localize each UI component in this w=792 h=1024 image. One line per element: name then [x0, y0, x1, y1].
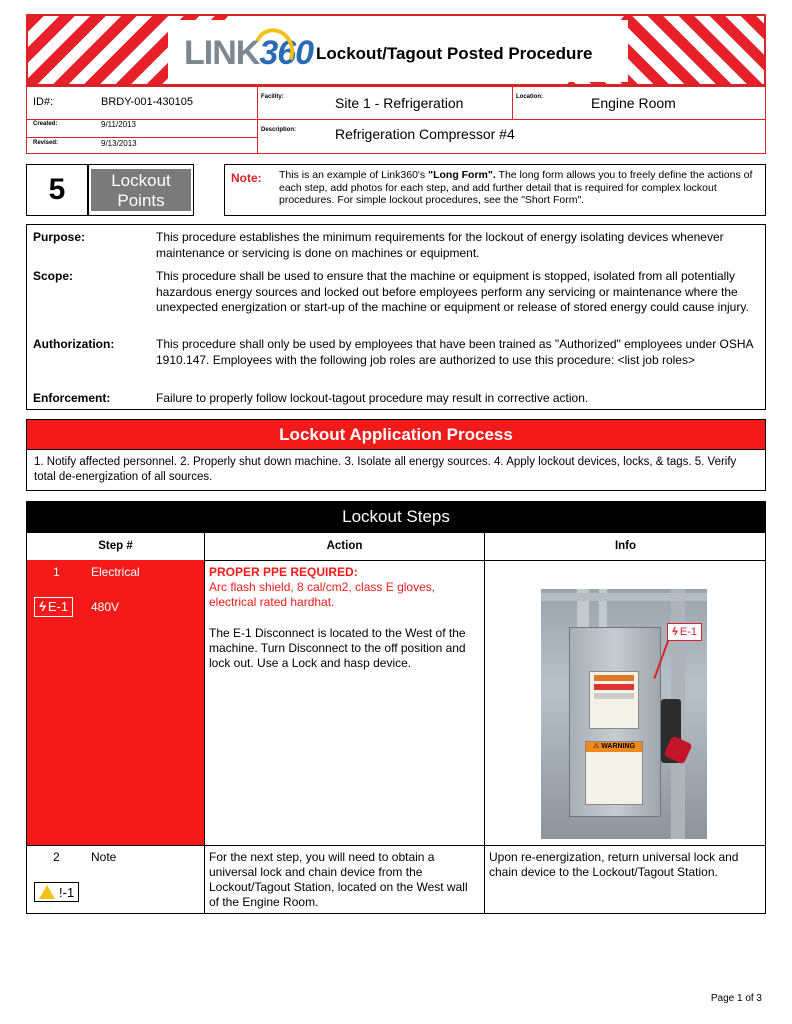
- purpose-label: Purpose:: [33, 230, 86, 244]
- application-process-text: 1. Notify affected personnel. 2. Properly shut down machine. 3. Isolate all energy sources. 4. Apply lockout devices, locks, & tags. 5. Verify total de-energization of all sources.: [26, 450, 766, 491]
- revised-value: 9/13/2013: [101, 139, 137, 148]
- step-1-tag: ϟ E-1: [34, 597, 73, 617]
- step-1-voltage: 480V: [91, 600, 120, 614]
- lockout-points-label: Lockout Points: [91, 169, 191, 211]
- step-1-ppe-text: Arc flash shield, 8 cal/cm2, class E gloves, electrical rated hardhat.: [209, 580, 436, 609]
- id-value: BRDY-001-430105: [101, 96, 193, 108]
- col-step: Step #: [98, 540, 133, 552]
- policy-section: [26, 224, 766, 410]
- description-value: Refrigeration Compressor #4: [335, 126, 515, 142]
- created-value: 9/11/2013: [101, 120, 136, 129]
- step-1-type: Electrical: [91, 565, 140, 579]
- lockout-steps-title: Lockout Steps: [26, 501, 766, 533]
- procedure-info: [26, 86, 766, 154]
- photo-e1-tag: ϟ E-1: [667, 623, 702, 641]
- lockout-steps-table: [26, 533, 766, 914]
- warning-triangle-icon: [39, 885, 55, 899]
- note-text: This is an example of Link360's "Long Form". The long form allows you to freely define the actions of each step, add photos for each step, and add further detail that is required for complex lockout procedures. For simple lockout procedures, see the "Short Form".: [279, 169, 753, 206]
- lightning-bolt-icon: ϟ: [672, 626, 678, 638]
- warning-label: ⚠ WARNING: [585, 741, 643, 805]
- step-1-ppe-title: PROPER PPE REQUIRED:: [209, 565, 358, 579]
- page-number: Page 1 of 3: [710, 993, 762, 1004]
- scope-text: This procedure shall be used to ensure that the machine or equipment is stopped, isolated from all potentially hazardous energy sources and locked out before employees perform any servicing or maintenance where the unexpected energization or start-up of the machine or equipment or release of stored energy could cause injury.: [156, 269, 749, 314]
- step-2-number: 2: [53, 850, 60, 864]
- note-label: Note:: [231, 171, 262, 185]
- scope-label: Scope:: [33, 269, 74, 283]
- step-2-action: For the next step, you will need to obtain a universal lock and chain device from the Lockout/Tagout Station, located on the West wall of the Engine Room.: [209, 850, 468, 909]
- enforcement-text: Failure to properly follow lockout-tagout procedure may result in corrective action.: [156, 391, 589, 405]
- step-2-info: Upon re-energization, return universal lock and chain device to the Lockout/Tagout Station.: [489, 850, 739, 879]
- location-value: Engine Room: [591, 95, 676, 111]
- step-2-type: Note: [91, 850, 117, 864]
- header-title-area: [168, 20, 628, 82]
- facility-value: Site 1 - Refrigeration: [335, 95, 464, 111]
- facility-label: Facility:: [261, 94, 284, 100]
- location-label: Location:: [516, 94, 543, 100]
- description-label: Description:: [261, 127, 297, 133]
- lockout-points-label-box: [88, 164, 194, 216]
- page-title: Lockout/Tagout Posted Procedure: [316, 44, 593, 63]
- link360-logo: LINK360: [184, 34, 314, 72]
- revised-label: Revised:: [33, 140, 59, 146]
- safety-label: [589, 671, 639, 729]
- col-action: Action: [326, 540, 363, 552]
- lightning-bolt-icon: ϟ: [39, 599, 46, 614]
- enforcement-label: Enforcement:: [33, 391, 111, 405]
- application-process-title: Lockout Application Process: [26, 419, 766, 450]
- note-box: [224, 164, 766, 216]
- created-label: Created:: [33, 121, 58, 127]
- step-2-tag: !-1: [34, 882, 79, 902]
- col-info: Info: [614, 540, 637, 552]
- step-1-number: 1: [53, 565, 60, 579]
- id-label: ID#:: [33, 96, 54, 108]
- authorization-label: Authorization:: [33, 337, 115, 351]
- lockout-points-count: 5: [26, 164, 88, 216]
- purpose-text: This procedure establishes the minimum requirements for the lockout of energy isolating devices whenever maintenance or servicing is done on machines or equipment.: [156, 230, 724, 260]
- step-1-action: The E-1 Disconnect is located to the West of the machine. Turn Disconnect to the off position and lock out. Use a Lock and hasp device.: [209, 626, 466, 670]
- authorization-text: This procedure shall only be used by employees that have been trained as "Authorized" employees under OSHA 1910.147. Employees with the following job roles are authorized to use this procedure: <list job roles>: [156, 337, 753, 367]
- procedure-header: [26, 14, 766, 86]
